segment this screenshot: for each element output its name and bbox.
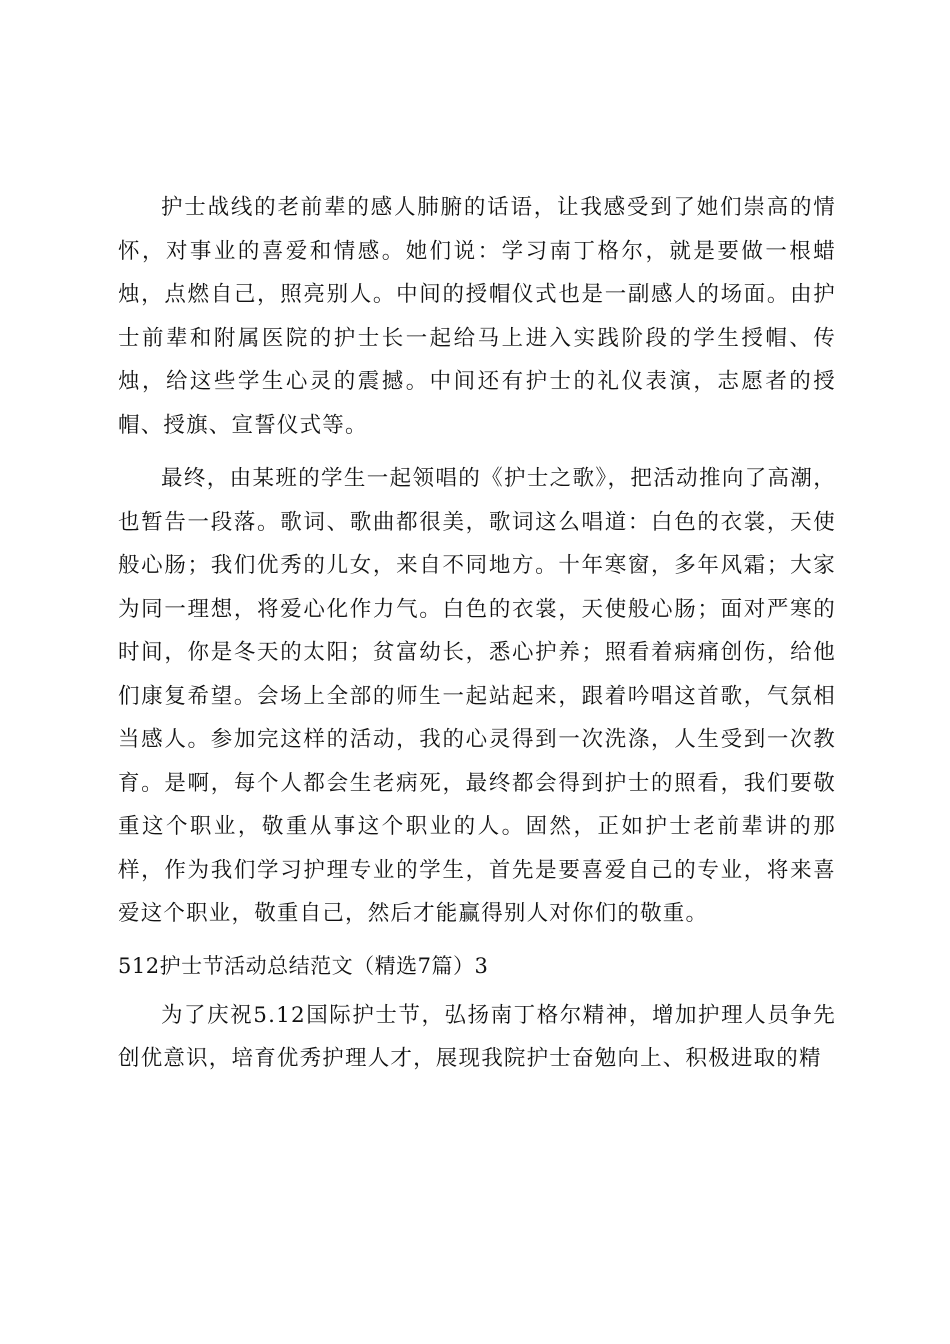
document-body (118, 186, 836, 1091)
paragraph-2: 最终，由某班的学生一起领唱的《护士之歌》，把活动推向了高潮，也暂告一段落。歌词、歌曲都很美，歌词这么唱道：白色的衣裳，天使般心肠；我们优秀的儿女，来自不同地方。十年寒窗，多年风霜；大家为同一理想，将爱心化作力气。白色的衣裳，天使般心肠；面对严寒的时间，你是冬天的太阳；贫富幼长，悉心护养；照看着病痛创伤，给他们康复希望。会场上全部的师生一起站起来，跟着吟唱这首歌，气氛相当感人。参加完这样的活动，我的心灵得到一次洗涤，人生受到一次教育。是啊，每个人都会生老病死，最终都会得到护士的照看，我们要敬重这个职业，敬重从事这个职业的人。固然，正如护士老前辈讲的那样，作为我们学习护理专业的学生，首先是要喜爱自己的专业，将来喜爱这个职业，敬重自己，然后才能赢得别人对你们的敬重。 (118, 466, 836, 926)
paragraph-1: 护士战线的老前辈的感人肺腑的话语，让我感受到了她们崇高的情怀，对事业的喜爱和情感。她们说：学习南丁格尔，就是要做一根蜡烛，点燃自己，照亮别人。中间的授帽仪式也是一副感人的场面。由护士前辈和附属医院的护士长一起给马上进入实践阶段的学生授帽、传烛，给这些学生心灵的震撼。中间还有护士的礼仪表演，志愿者的授帽、授旗、宣誓仪式等。 (118, 195, 836, 438)
section-heading: 512护士节活动总结范文（精选7篇）3 (118, 953, 489, 978)
paragraph-3: 为了庆祝5.12国际护士节，弘扬南丁格尔精神，增加护理人员争先创优意识，培育优秀护理人才，展现我院护士奋勉向上、积极进取的精 (118, 1002, 836, 1071)
